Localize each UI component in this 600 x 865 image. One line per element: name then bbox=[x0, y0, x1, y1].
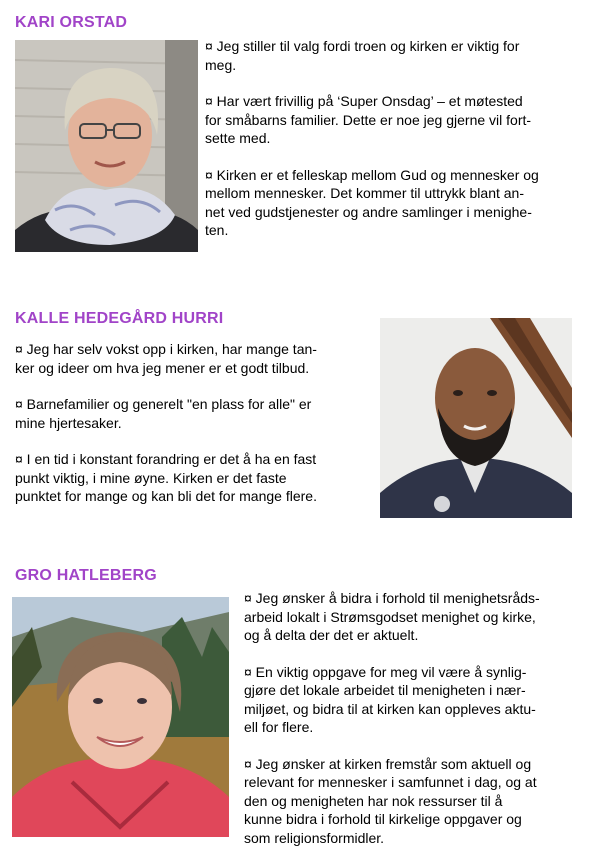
statement-paragraph bbox=[15, 340, 375, 377]
statement-paragraph bbox=[15, 450, 375, 506]
text-line: ¤ I en tid i konstant forandring er det å ha en fast bbox=[15, 451, 317, 467]
candidate-statement bbox=[205, 37, 590, 258]
text-line: ker og ideer om hva jeg mener er et godt tilbud. bbox=[15, 359, 310, 376]
text-line: ¤ Jeg har selv vokst opp i kirken, har mange tan- bbox=[15, 341, 317, 357]
text-line: ¤ Jeg stiller til valg fordi troen og kirken er viktig for bbox=[205, 38, 520, 54]
candidate-statement bbox=[15, 340, 375, 524]
text-line: meg. bbox=[205, 56, 237, 73]
text-line: den og menigheten har nok ressurser til å bbox=[244, 792, 503, 809]
portrait-photo-gro bbox=[12, 597, 229, 837]
text-line: som religionsformidler. bbox=[244, 829, 385, 846]
text-line: punkt viktig, i mine øyne. Kirken er det faste bbox=[15, 469, 287, 486]
text-line: ¤ Jeg ønsker at kirken fremstår som aktuell og bbox=[244, 755, 532, 772]
statement-paragraph bbox=[205, 37, 590, 74]
candidate-name: KALLE HEDEGÅRD HURRI bbox=[15, 310, 224, 327]
statement-paragraph bbox=[15, 395, 375, 432]
statement-paragraph bbox=[205, 92, 590, 148]
text-line: miljøet, og bidra til at kirken kan oppleves aktu- bbox=[244, 700, 536, 717]
candidate-name: GRO HATLEBERG bbox=[15, 567, 157, 584]
text-line: gjøre det lokale arbeidet til menigheten i nær- bbox=[244, 682, 526, 698]
text-line: ¤ Har vært frivillig på ‘Super Onsdag’ – et møtested bbox=[205, 93, 523, 109]
candidate-name: KARI ORSTAD bbox=[15, 14, 128, 31]
text-line: kunne bidra i forhold til kirkelige oppgaver og bbox=[244, 811, 522, 827]
text-line: sette med. bbox=[205, 130, 271, 146]
text-line: ten. bbox=[205, 222, 229, 238]
text-line: ell for flere. bbox=[244, 719, 314, 735]
text-line: og å delta der det er aktuelt. bbox=[244, 627, 419, 643]
text-line: ¤ Kirken er et felleskap mellom Gud og mennesker og bbox=[205, 166, 539, 183]
text-line: mine hjertesaker. bbox=[15, 414, 122, 431]
text-line: relevant for mennesker i samfunnet i dag, og at bbox=[244, 774, 537, 790]
statement-paragraph bbox=[244, 755, 594, 848]
text-line: for småbarns familier. Dette er noe jeg gjerne vil fort- bbox=[205, 111, 532, 128]
statement-paragraph bbox=[244, 589, 594, 645]
text-line: mellom mennesker. Det kommer til uttrykk blant an- bbox=[205, 185, 524, 201]
text-line: ¤ Barnefamilier og generelt "en plass for alle" er bbox=[15, 396, 312, 412]
text-line: punktet for mange og kan bli det for mange flere. bbox=[15, 488, 317, 504]
portrait-photo-kalle bbox=[380, 318, 572, 518]
text-line: net ved gudstjenester og andre samlinger i menighe- bbox=[205, 203, 532, 220]
text-line: ¤ Jeg ønsker å bidra i forhold til menighetsråds- bbox=[244, 590, 540, 606]
text-line: arbeid lokalt i Strømsgodset menighet og kirke, bbox=[244, 608, 536, 625]
statement-paragraph bbox=[205, 166, 590, 240]
candidate-statement bbox=[244, 589, 594, 865]
text-line: ¤ En viktig oppgave for meg vil være å synlig- bbox=[244, 663, 527, 680]
portrait-photo-kari bbox=[15, 40, 198, 252]
statement-paragraph bbox=[244, 663, 594, 737]
